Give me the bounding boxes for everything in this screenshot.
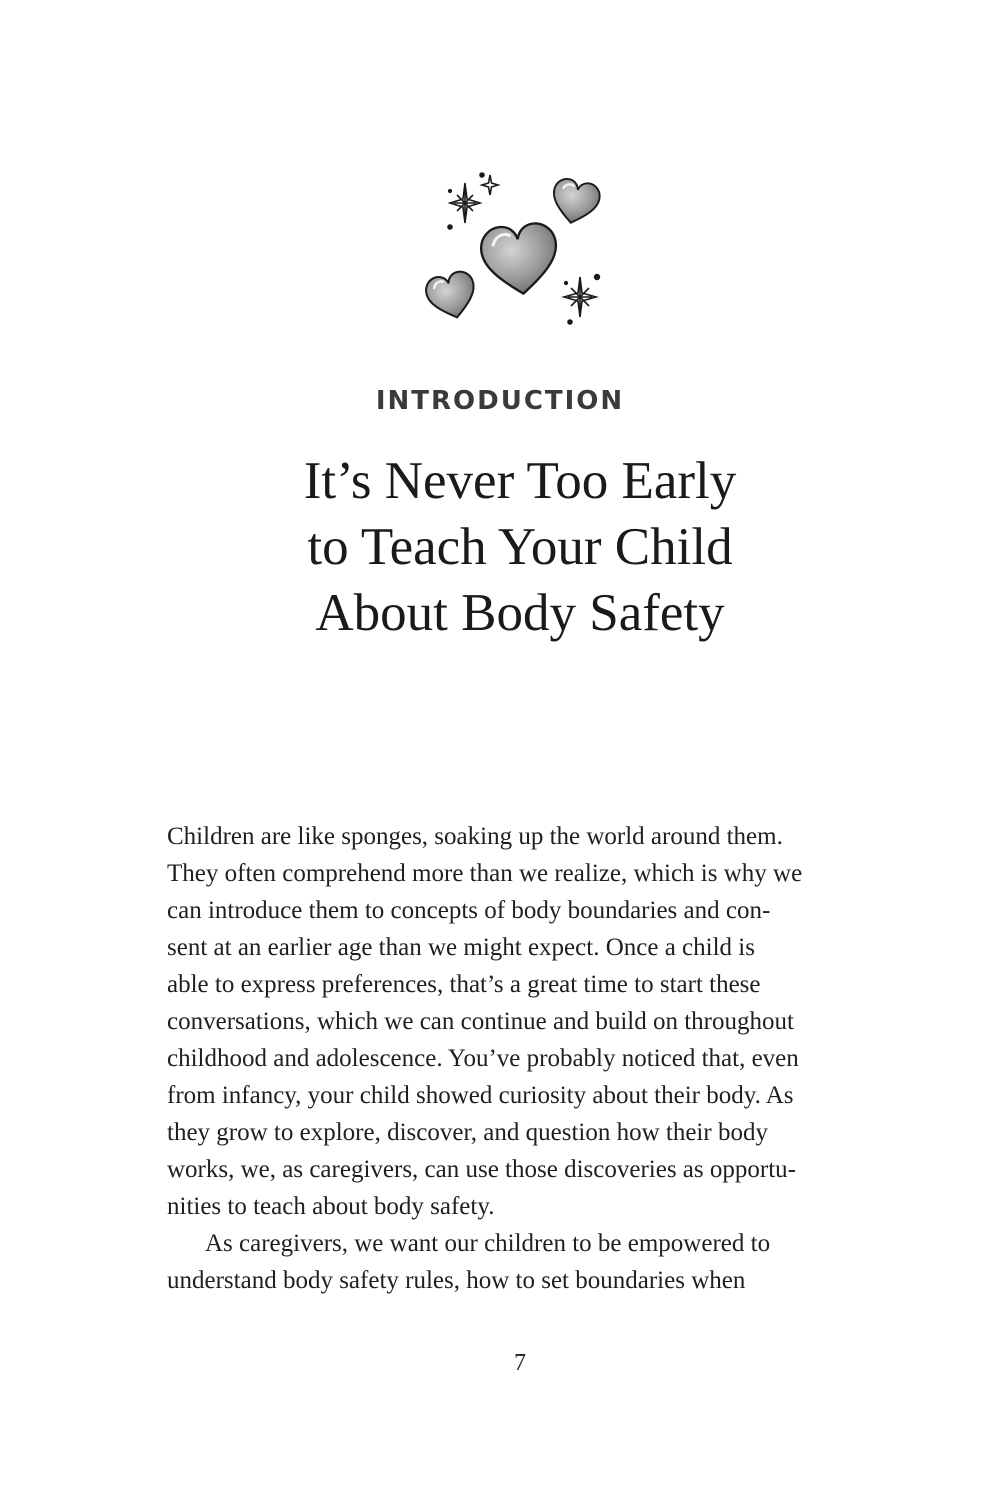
chapter-title — [0, 448, 1000, 646]
sparkle-icon — [448, 173, 498, 229]
sparkle-icon — [564, 275, 599, 324]
body-line: able to express preferences, that’s a great time to start these — [167, 971, 761, 998]
body-line: sent at an earlier age than we might expect. Once a child is — [167, 934, 755, 961]
body-line: nities to teach about body safety. — [167, 1193, 495, 1220]
heart-icon — [423, 269, 480, 323]
title-line: It’s Never Too Early — [303, 452, 737, 510]
heart-icon — [479, 221, 561, 297]
body-line: understand body safety rules, how to set boundaries when — [167, 1267, 746, 1294]
body-line: Children are like sponges, soaking up the world around them. — [167, 823, 783, 850]
body-line: can introduce them to concepts of body boundaries and con- — [167, 897, 771, 924]
title-line: About Body Safety — [315, 584, 725, 642]
chapter-label: INTRODUCTION — [375, 386, 625, 416]
hearts-and-sparkles-illustration — [410, 165, 620, 340]
page-number: 7 — [514, 1350, 526, 1376]
heart-icon — [548, 177, 602, 228]
body-line: works, we, as caregivers, can use those discoveries as opportu- — [167, 1156, 796, 1183]
body-line: they grow to explore, discover, and question how their body — [167, 1119, 768, 1146]
body-line: They often comprehend more than we realize, which is why we — [167, 860, 803, 887]
body-line: conversations, which we can continue and build on throughout — [167, 1008, 794, 1035]
body-line: childhood and adolescence. You’ve probably noticed that, even — [167, 1045, 799, 1072]
body-line: from infancy, your child showed curiosity about their body. As — [167, 1082, 794, 1109]
body-line: As caregivers, we want our children to be empowered to — [205, 1230, 771, 1257]
body-text — [167, 818, 877, 1299]
title-line: to Teach Your Child — [307, 518, 733, 576]
